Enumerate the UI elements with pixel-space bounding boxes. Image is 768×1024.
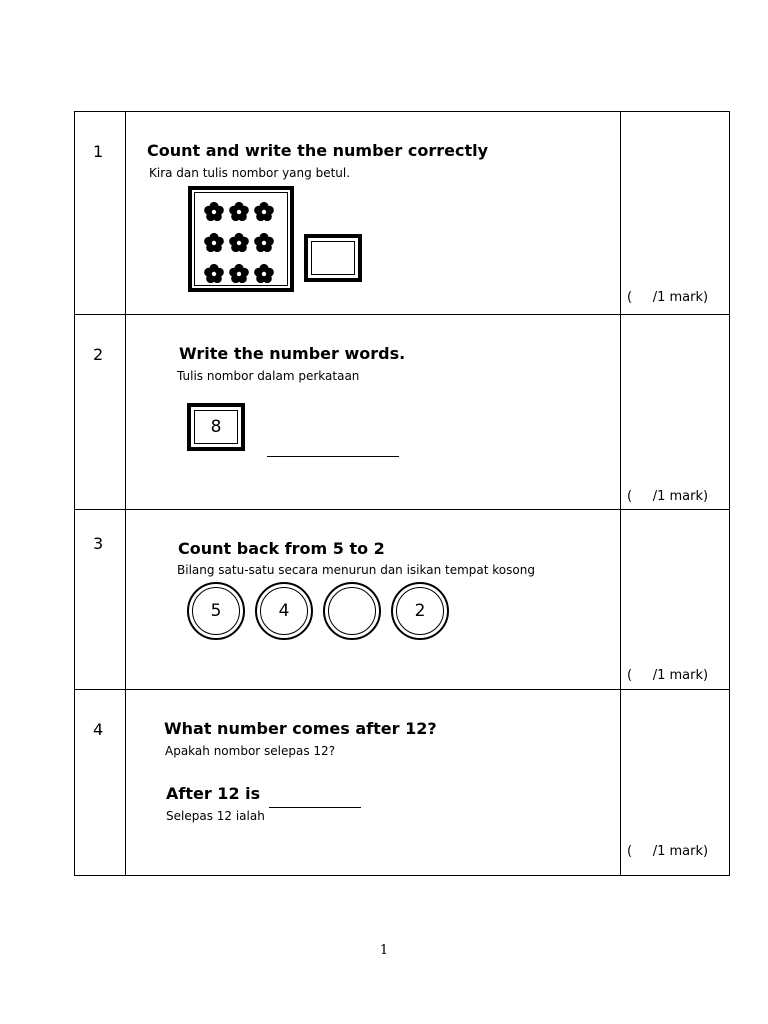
after-prompt-subtitle: Selepas 12 ialah <box>166 809 265 823</box>
flower-icon <box>203 232 225 254</box>
number-circle-blank[interactable] <box>323 582 381 640</box>
question-number: 1 <box>93 142 104 161</box>
number-circle: 5 <box>187 582 245 640</box>
flower-icon <box>253 232 275 254</box>
number-box <box>187 403 245 451</box>
flower-grid <box>194 192 288 286</box>
after-prompt: After 12 is <box>166 784 261 803</box>
question-title: Count back from 5 to 2 <box>178 539 385 558</box>
question-title: Write the number words. <box>179 344 406 363</box>
flower-icon <box>253 201 275 223</box>
question-row-4 <box>75 690 729 877</box>
question-row-2 <box>75 315 729 510</box>
answer-line[interactable] <box>269 807 361 808</box>
question-title: What number comes after 12? <box>164 719 437 738</box>
question-row-3 <box>75 510 729 690</box>
page-number: 1 <box>379 943 389 958</box>
worksheet-table <box>74 111 730 876</box>
question-number: 4 <box>93 720 104 739</box>
question-number: 2 <box>93 345 104 364</box>
flower-picture-box <box>188 186 294 292</box>
mark-label: ( /1 mark) <box>627 489 709 504</box>
question-subtitle: Apakah nombor selepas 12? <box>165 744 336 758</box>
answer-box[interactable] <box>304 234 362 282</box>
mark-label: ( /1 mark) <box>627 668 709 683</box>
question-subtitle: Tulis nombor dalam perkataan <box>177 369 360 383</box>
answer-line[interactable] <box>267 456 399 457</box>
flower-icon <box>228 232 250 254</box>
flower-icon <box>253 263 275 285</box>
flower-icon <box>203 201 225 223</box>
flower-icon <box>228 263 250 285</box>
flower-icon <box>203 263 225 285</box>
flower-icon <box>228 201 250 223</box>
number-circle: 2 <box>391 582 449 640</box>
question-title: Count and write the number correctly <box>147 141 489 160</box>
number-circle: 4 <box>255 582 313 640</box>
mark-label: ( /1 mark) <box>627 290 709 305</box>
question-row-1 <box>75 112 729 315</box>
mark-label: ( /1 mark) <box>627 844 709 859</box>
question-subtitle: Bilang satu-satu secara menurun dan isikan tempat kosong <box>177 563 535 577</box>
question-subtitle: Kira dan tulis nombor yang betul. <box>149 166 351 180</box>
number-box-value: 8 <box>194 410 238 444</box>
question-number: 3 <box>93 534 104 553</box>
